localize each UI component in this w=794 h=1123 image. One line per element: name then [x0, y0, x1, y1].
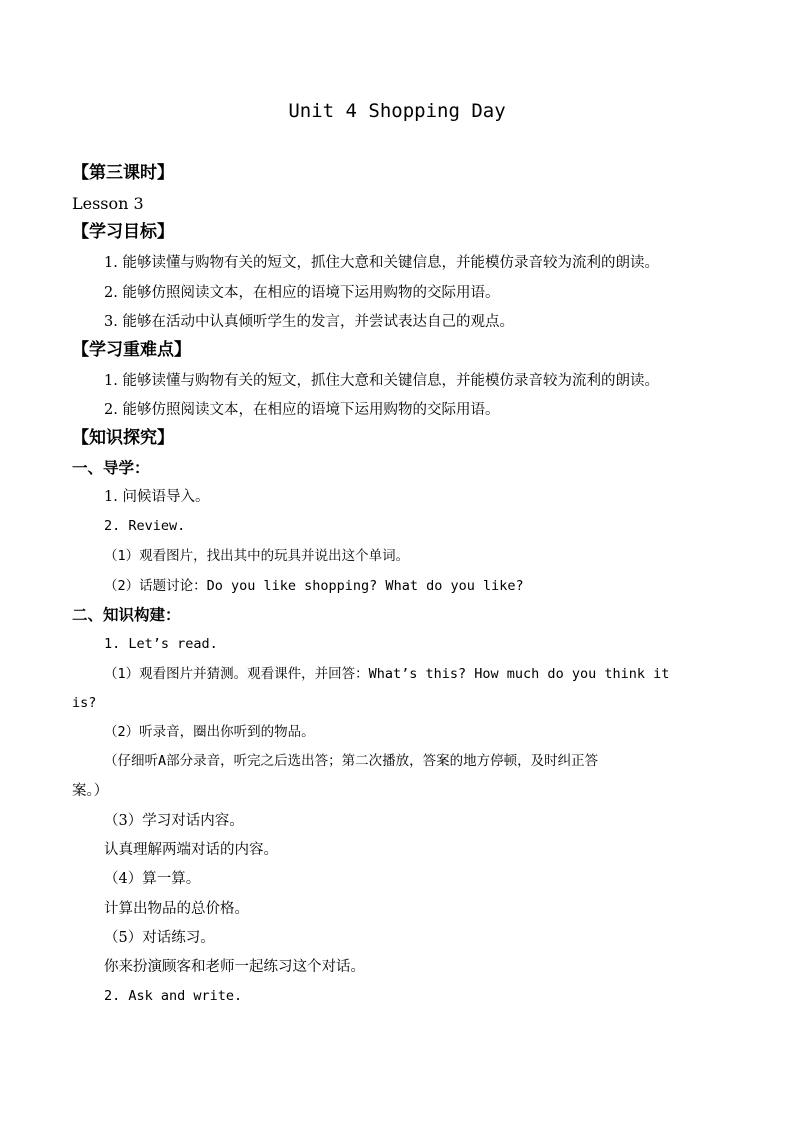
- objective-item: 2. 能够仿照阅读文本，在相应的语境下运用购物的交际用语。: [104, 285, 500, 301]
- build-item: 案。）: [72, 783, 109, 799]
- build-heading: 二、知识构建：: [72, 605, 181, 624]
- guide-item: 1. 问候语导入。: [104, 489, 210, 505]
- build-item: （4）算一算。: [104, 871, 201, 887]
- build-item: （1）观看图片并猜测。观看课件，并回答：What’s this? How much do you think it: [104, 666, 670, 682]
- build-item: 认真理解两端对话的内容。: [104, 842, 278, 858]
- build-item: 计算出物品的总价格。: [104, 901, 249, 917]
- guide-item: （2）话题讨论：Do you like shopping? What do you like?: [104, 578, 524, 594]
- build-item: （2）听录音，圈出你听到的物品。: [104, 724, 315, 740]
- lesson-label: Lesson 3: [72, 194, 144, 213]
- objectives-heading: 【学习目标】: [72, 222, 174, 242]
- build-item: （5）对话练习。: [104, 930, 215, 946]
- keypoint-item: 2. 能够仿照阅读文本，在相应的语境下运用购物的交际用语。: [104, 402, 500, 418]
- keypoint-item: 1. 能够读懂与购物有关的短文，抓住大意和关键信息，并能模仿录音较为流利的朗读。: [104, 373, 659, 389]
- guide-item: 2. Review.: [104, 518, 186, 534]
- guide-item: （1）观看图片，找出其中的玩具并说出这个单词。: [104, 548, 410, 564]
- build-item: 你来扮演顾客和老师一起练习这个对话。: [104, 959, 365, 975]
- build-item: 2. Ask and write.: [104, 988, 243, 1004]
- document-title: Unit 4 Shopping Day: [288, 100, 506, 122]
- keypoints-heading: 【学习重难点】: [72, 340, 191, 360]
- build-item: （仔细听A部分录音，听完之后选出答；第二次播放，答案的地方停顿，及时纠正答: [104, 753, 599, 769]
- inquiry-heading: 【知识探究】: [72, 428, 174, 448]
- build-item: 1. Let’s read.: [104, 636, 218, 652]
- period-heading: 【第三课时】: [72, 163, 174, 183]
- build-item: （3）学习对话内容。: [104, 813, 244, 829]
- guide-heading: 一、导学：: [72, 458, 150, 477]
- objective-item: 1. 能够读懂与购物有关的短文，抓住大意和关键信息，并能模仿录音较为流利的朗读。: [104, 255, 659, 271]
- objective-item: 3. 能够在活动中认真倾听学生的发言，并尝试表达自己的观点。: [104, 314, 514, 330]
- build-item: is?: [72, 695, 97, 711]
